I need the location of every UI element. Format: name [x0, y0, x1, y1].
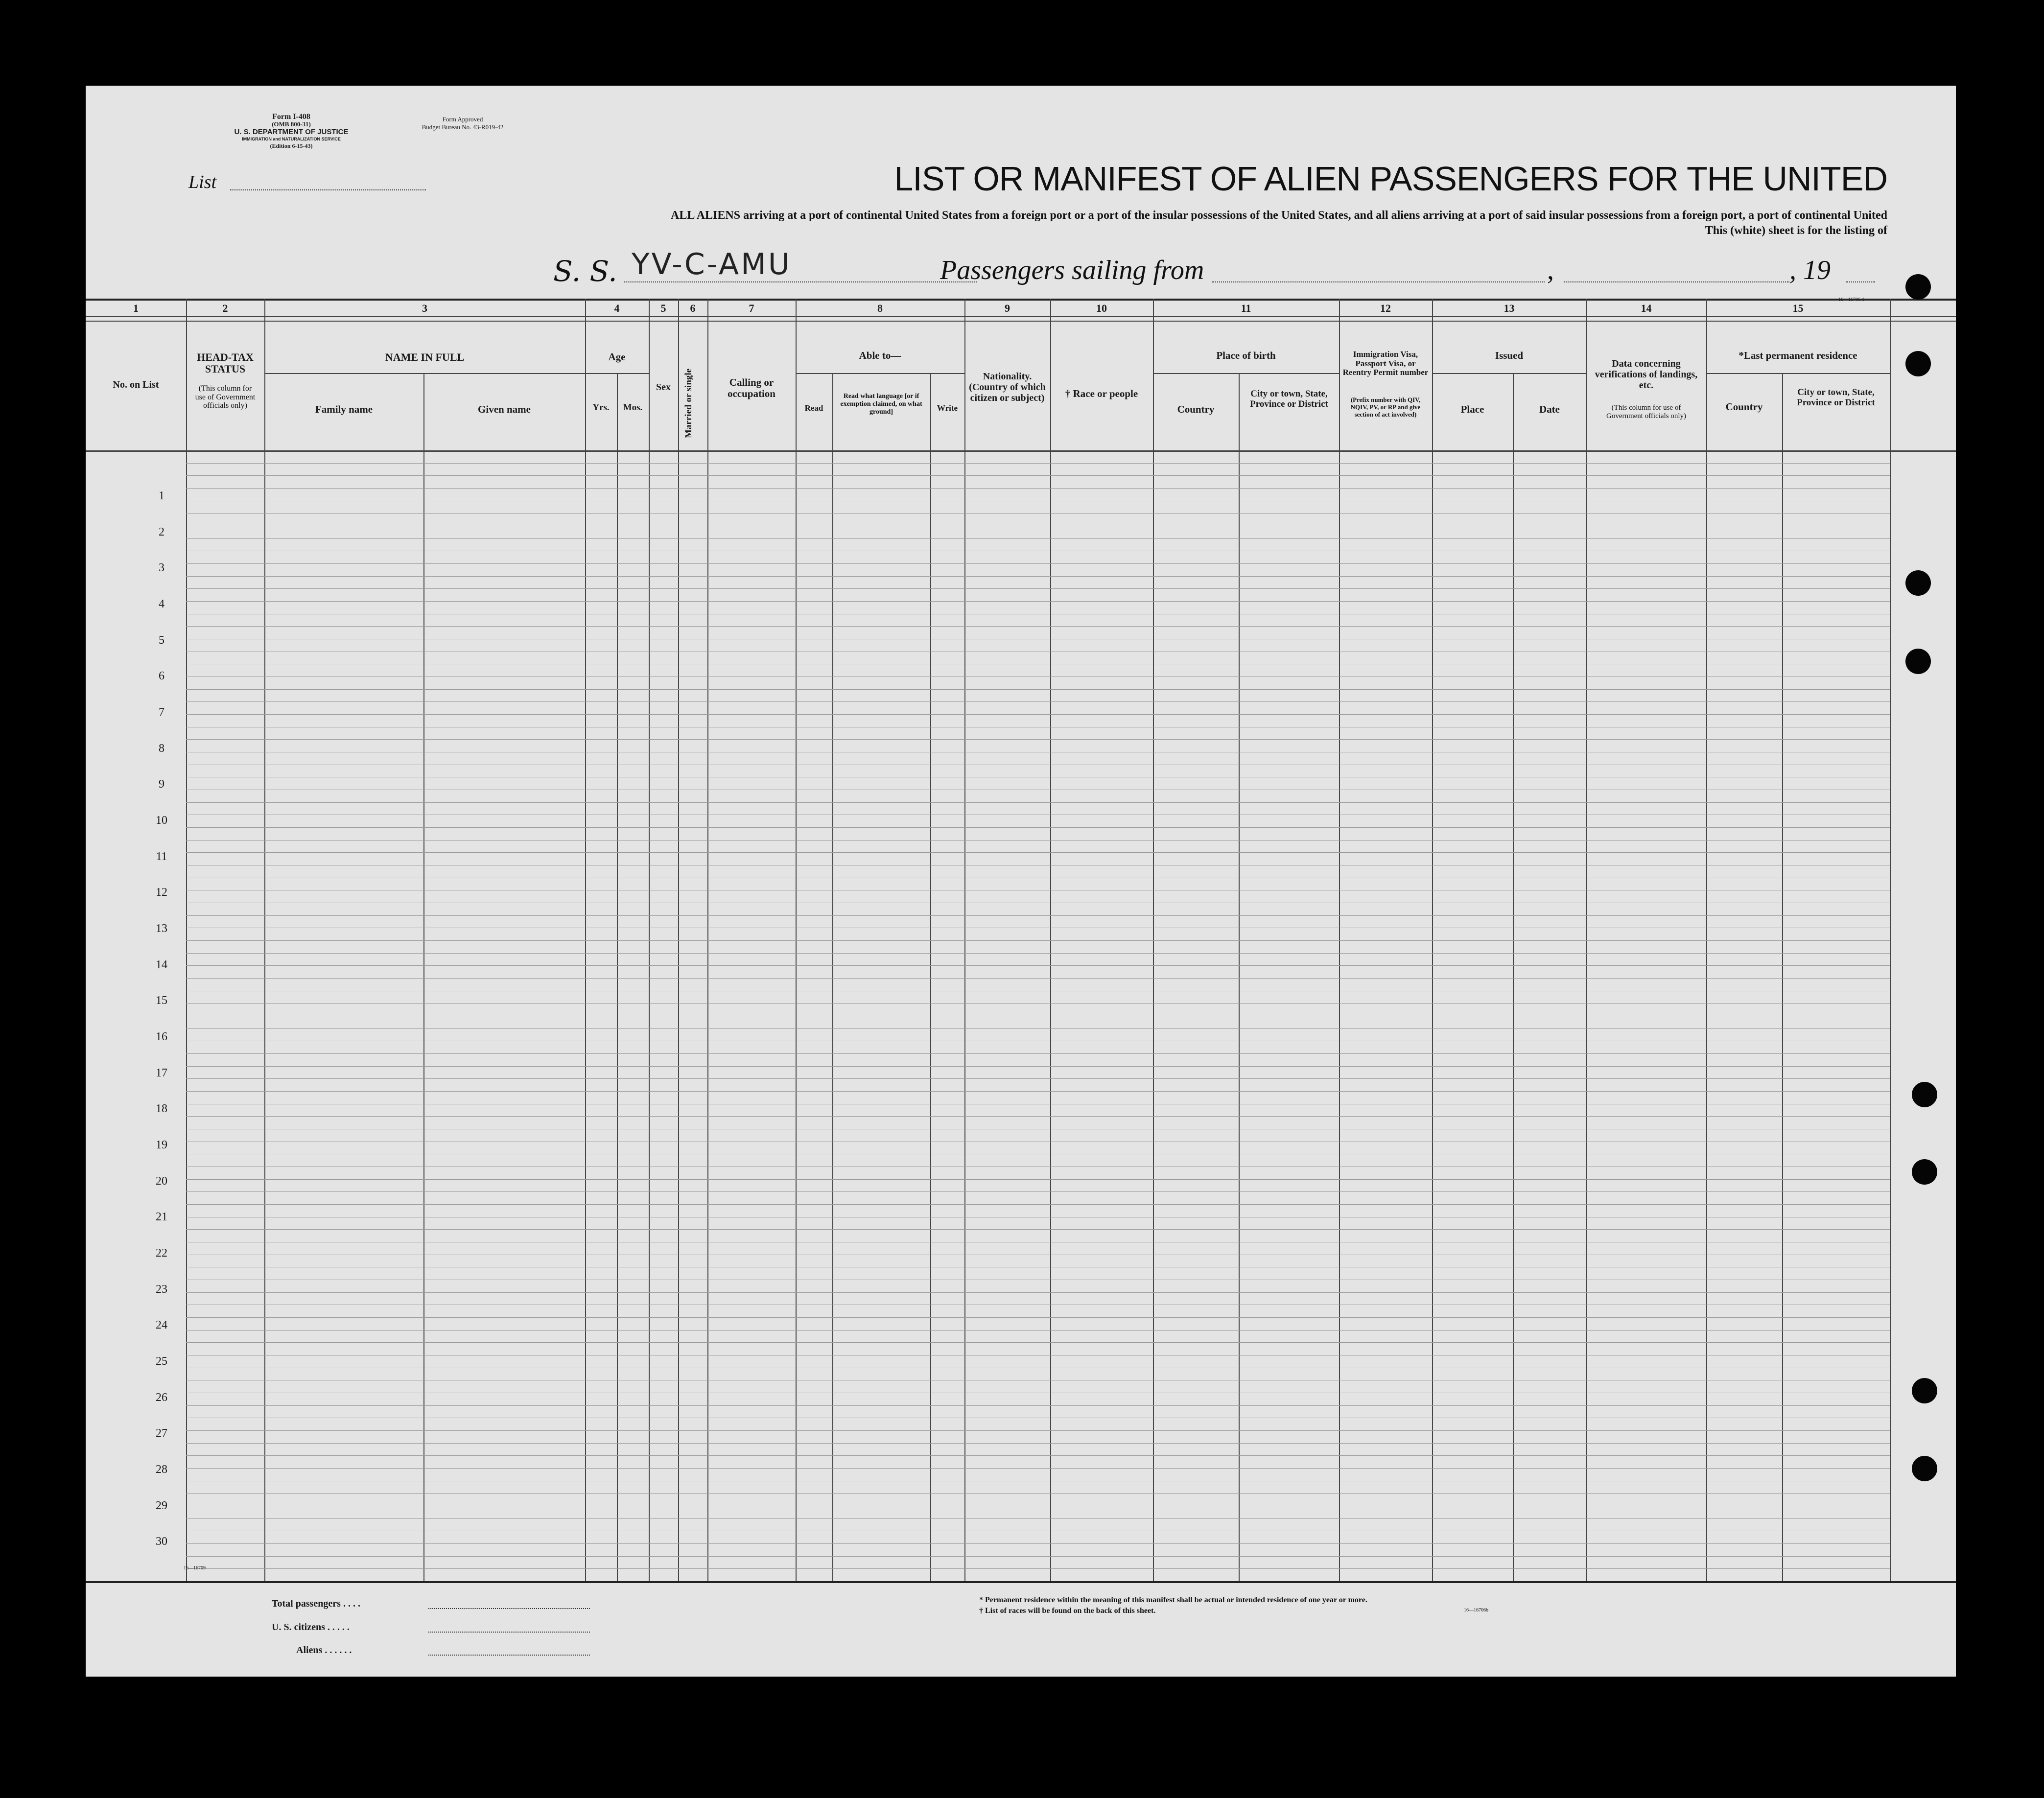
header-immigration-visa: Immigration Visa, Passport Visa, or Reentry Permit number [1342, 350, 1429, 377]
ruled-line [186, 475, 1890, 476]
header-age-yrs: Yrs. [592, 402, 610, 413]
ruled-line [186, 1179, 1890, 1180]
punch-hole [1912, 1456, 1937, 1481]
header-race: † Race or people [1065, 388, 1138, 399]
row-number: 20 [156, 1174, 167, 1188]
top-right-code: 16—16706-1 [1838, 297, 1865, 303]
ruled-line [186, 1229, 1890, 1230]
row-number: 25 [156, 1355, 167, 1368]
row-number: 21 [156, 1211, 167, 1224]
ruled-line [186, 463, 1890, 464]
manifest-table [86, 299, 1956, 1645]
ruled-line [186, 488, 1890, 489]
header-data-concerning: Data concerning verifications of landings, etc. [1595, 358, 1698, 391]
colnum-4: 4 [614, 302, 620, 314]
ruled-line [186, 1405, 1890, 1406]
header-married-single: Married or single [683, 368, 694, 438]
ruled-line [186, 538, 1890, 539]
header-given-name: Given name [478, 403, 531, 415]
header-read-language: Read what language [or if exemption claimed, on what ground] [840, 393, 922, 416]
colnum-13: 13 [1504, 302, 1515, 314]
ruled-line [186, 1116, 1890, 1117]
ruled-line [186, 1493, 1890, 1494]
row-number: 27 [156, 1427, 167, 1440]
total-passengers-field[interactable] [428, 1608, 590, 1609]
colnum-11: 11 [1241, 302, 1251, 314]
header-res-country: Country [1725, 401, 1763, 413]
punch-hole [1905, 274, 1931, 300]
total-passengers-label: Total passengers . . . . [272, 1598, 360, 1609]
header-head-tax-note: (This column for use of Government officials only) [195, 384, 256, 410]
vessel-name-handwritten: YV-C-AMU [632, 247, 792, 281]
colnum-8: 8 [877, 302, 883, 314]
row-number: 12 [156, 886, 167, 899]
header-no-on-list: No. on List [113, 379, 159, 390]
row-number: 17 [156, 1066, 167, 1079]
footnote-permanent: * Permanent residence within the meaning of this manifest shall be actual or intended residence of one year or more. [979, 1596, 1367, 1604]
header-calling: Calling or occupation [727, 376, 775, 400]
comma: , [1547, 255, 1554, 285]
ruled-line [186, 588, 1890, 589]
ruled-line [186, 978, 1890, 979]
year-field[interactable] [1846, 281, 1875, 282]
row-numbers [86, 299, 186, 1581]
agency: U. S. DEPARTMENT OF JUSTICE [234, 128, 349, 136]
header-data-note: (This column for use of Government officials only) [1606, 404, 1686, 420]
sailing-port-field[interactable] [1212, 281, 1545, 282]
header-age: Age [608, 351, 626, 363]
row-number: 28 [156, 1463, 167, 1476]
row-number: 23 [156, 1283, 167, 1296]
budget-number: Budget Bureau No. 43-R019-42 [422, 123, 504, 131]
header-age-mos: Mos. [623, 402, 643, 413]
ruled-line [186, 1204, 1890, 1205]
row-number: 15 [156, 994, 167, 1007]
footnote-code: 16—16706b [1464, 1608, 1488, 1613]
ruled-line [186, 1543, 1890, 1544]
manifest-sheet [86, 86, 1956, 1677]
ruled-line [186, 1455, 1890, 1456]
edition: (Edition 6-15-43) [270, 142, 313, 149]
ruled-line [186, 840, 1890, 841]
row-number: 30 [156, 1535, 167, 1548]
ruled-line [186, 739, 1890, 740]
header-issued: Issued [1495, 350, 1524, 361]
ruled-line [186, 1292, 1890, 1293]
row-number: 24 [156, 1319, 167, 1332]
table-bottom-border [86, 1581, 1956, 1583]
header-nationality: Nationality. (Country of which citizen or subject) [969, 371, 1046, 403]
ruled-line [186, 1091, 1890, 1092]
ruled-line [186, 626, 1890, 627]
us-citizens-field[interactable] [428, 1632, 590, 1633]
row-number: 7 [159, 706, 164, 719]
ruled-line [186, 1556, 1890, 1557]
row-number: 18 [156, 1102, 167, 1116]
ruled-line [186, 1053, 1890, 1054]
row-number: 5 [159, 633, 164, 647]
row-number: 11 [156, 850, 167, 863]
form-number: Form I-408 [272, 113, 310, 121]
colnum-1: 1 [133, 302, 139, 314]
colnum-5: 5 [660, 302, 666, 314]
year-label: , 19 [1789, 255, 1831, 285]
ruled-line [186, 1317, 1890, 1318]
ruled-line [186, 689, 1890, 690]
ruled-line [186, 802, 1890, 803]
row-number: 29 [156, 1499, 167, 1512]
punch-hole [1905, 570, 1931, 596]
bottom-code-left: 16—16709 [184, 1565, 206, 1571]
colnum-6: 6 [690, 302, 696, 314]
page-title: LIST OR MANIFEST OF ALIEN PASSENGERS FOR THE UNITED [894, 160, 1887, 198]
row-number: 8 [159, 742, 164, 755]
omb-number: (OMB 800-31) [272, 120, 311, 128]
row-number: 22 [156, 1247, 167, 1260]
ruled-line [186, 1518, 1890, 1519]
row-number: 19 [156, 1139, 167, 1151]
list-label: List [188, 172, 217, 192]
header-issued-place: Place [1460, 403, 1484, 415]
ruled-line [186, 1443, 1890, 1444]
colnum-3: 3 [422, 302, 427, 314]
punch-hole [1905, 649, 1931, 674]
ruled-line [186, 701, 1890, 702]
colnum-9: 9 [1005, 302, 1010, 314]
ss-label: S. S. [553, 255, 617, 288]
ruled-line [186, 940, 1890, 941]
row-number: 4 [159, 598, 164, 610]
punch-hole [1905, 351, 1931, 376]
form-approved: Form Approved [442, 116, 483, 123]
year-prefix: 19 [1803, 255, 1831, 285]
ruled-line [186, 1568, 1890, 1569]
colnum-15: 15 [1792, 302, 1804, 314]
header-head-tax: HEAD-TAX STATUS [197, 351, 254, 375]
row-rules [86, 299, 1956, 1581]
header-sex: Sex [656, 382, 671, 393]
colnum-7: 7 [749, 302, 754, 314]
row-number: 14 [156, 958, 167, 971]
punch-hole [1912, 1159, 1937, 1185]
row-number: 6 [159, 670, 164, 683]
ruled-line [186, 1078, 1890, 1079]
footnote-races: † List of races will be found on the back of this sheet. [979, 1607, 1156, 1615]
sailing-label: Passengers sailing from [940, 255, 1204, 285]
colnum-2: 2 [222, 302, 228, 314]
row-number: 16 [156, 1030, 167, 1043]
header-able-to: Able to— [859, 350, 901, 361]
row-number: 13 [156, 922, 167, 935]
sailing-date-field[interactable] [1564, 281, 1789, 282]
list-number-field[interactable] [230, 189, 426, 190]
header-place-of-birth: Place of birth [1216, 350, 1276, 361]
row-number: 9 [159, 778, 164, 791]
header-family-name: Family name [315, 403, 373, 415]
ruled-line [186, 1191, 1890, 1192]
us-citizens-label: U. S. citizens . . . . . [272, 1622, 350, 1633]
colnum-10: 10 [1096, 302, 1107, 314]
header-name-in-full: NAME IN FULL [385, 351, 465, 363]
ruled-line [186, 576, 1890, 577]
ruled-line [186, 1066, 1890, 1067]
aliens-label: Aliens . . . . . . [296, 1645, 352, 1656]
ruled-line [186, 827, 1890, 828]
ruled-line [186, 563, 1890, 564]
ruled-line [186, 1028, 1890, 1029]
header-issued-date: Date [1539, 403, 1560, 415]
row-number: 1 [159, 490, 164, 502]
ruled-line [186, 1342, 1890, 1343]
ruled-line [186, 953, 1890, 954]
header-write: Write [937, 403, 958, 413]
ruled-line [186, 1003, 1890, 1004]
service: IMMIGRATION and NATURALIZATION SERVICE [242, 137, 341, 141]
header-last-residence: *Last permanent residence [1739, 350, 1857, 361]
ruled-line [186, 965, 1890, 966]
punch-hole [1912, 1082, 1937, 1107]
row-number: 26 [156, 1391, 167, 1404]
row-number: 3 [159, 561, 164, 575]
row-number: 2 [159, 525, 164, 538]
header-birth-city: City or town, State, Province or District [1250, 389, 1328, 409]
subtitle-line2: This (white) sheet is for the listing of [1705, 224, 1887, 237]
header-read: Read [804, 403, 823, 413]
row-number: 10 [156, 814, 167, 827]
vessel-name-field[interactable] [624, 281, 977, 282]
ruled-line [186, 915, 1890, 916]
aliens-field[interactable] [428, 1655, 590, 1656]
ruled-line [186, 1330, 1890, 1331]
header-res-city: City or town, State, Province or District [1797, 387, 1875, 408]
ruled-line [186, 1468, 1890, 1469]
ruled-line [186, 714, 1890, 715]
ruled-line [186, 1430, 1890, 1431]
colnum-12: 12 [1380, 302, 1391, 314]
colnum-14: 14 [1641, 302, 1652, 314]
subtitle-line1: ALL ALIENS arriving at a port of continental United States from a foreign port or a port of the insular possessions of the United States, and all aliens arriving at a port of said insular possessions from a foreign port, a port of continental United [671, 209, 1887, 222]
header-visa-note: (Prefix number with QIV, NQIV, PV, or RP and give section of act involved) [1350, 396, 1421, 418]
ruled-line [186, 513, 1890, 514]
punch-hole [1912, 1378, 1937, 1403]
ruled-line [186, 601, 1890, 602]
header-birth-country: Country [1177, 403, 1215, 415]
ruled-line [186, 852, 1890, 853]
